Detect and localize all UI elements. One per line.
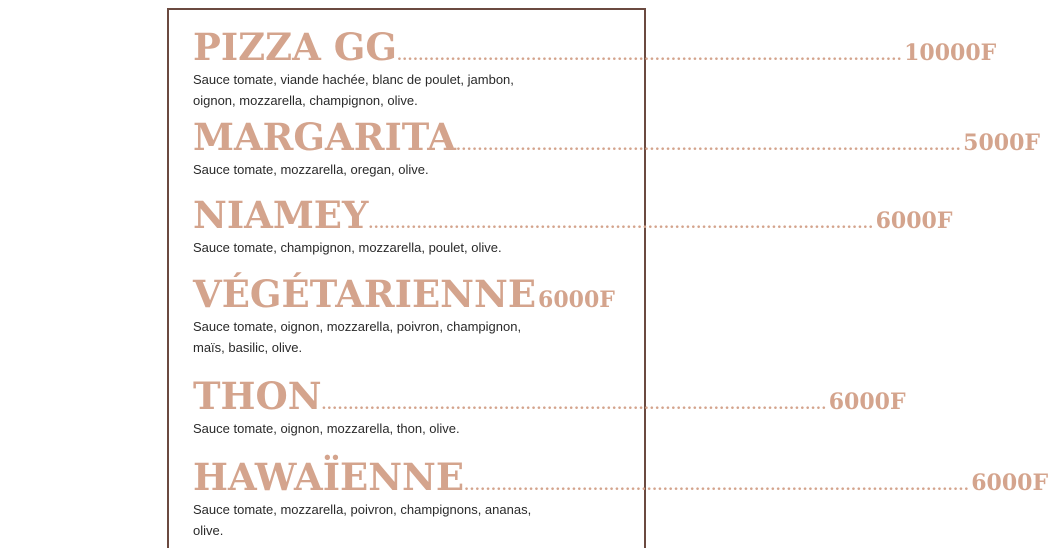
menu-item-description: Sauce tomate, champignon, mozzarella, poulet, olive. [193,240,502,255]
menu-item-price: 6000F [828,389,906,415]
menu-item-name: MARGARITA [193,115,456,159]
dot-leader: .............................................................................................. [368,216,874,232]
menu-item-margarita [193,115,1041,180]
menu-item-title-row [193,374,906,418]
menu-item-description: Sauce tomate, oignon, mozzarella, poivron, champignon, maïs, basilic, olive. [193,319,522,355]
dot-leader: .............................................................................................. [464,478,970,494]
dot-leader: .............................................................................................. [456,138,962,154]
menu-item-name: HAWAÏENNE [193,455,465,499]
menu-item-description: Sauce tomate, oignon, mozzarella, thon, olive. [193,421,460,436]
menu-item-name: VÉGÉTARIENNE [193,272,537,316]
menu-item-title-row [193,25,997,69]
menu-item-price: 5000F [963,130,1041,156]
menu-item-price: 6000F [538,287,615,313]
dot-leader: .............................................................................................. [321,397,827,413]
menu-item-hawaienne [193,455,1048,541]
menu-item-price: 6000F [971,470,1048,496]
menu-item-title-row [193,455,1048,499]
menu-item-thon [193,374,906,439]
menu-item-title-row [193,115,1041,159]
menu-item-description: Sauce tomate, mozzarella, poivron, champignons, ananas, olive. [193,502,532,538]
menu-item-name: NIAMEY [193,193,369,237]
menu-item-pizza-gg [193,25,997,111]
menu-item-price: 6000F [875,208,953,234]
menu-item-title-row [193,193,953,237]
menu-item-niamey [193,193,953,258]
menu-item-description: Sauce tomate, viande hachée, blanc de poulet, jambon, oignon, mozzarella, champignon, olive. [193,72,514,108]
menu-item-title-row [193,272,613,316]
menu-item-name: THON [193,374,322,418]
menu-item-price: 10000F [904,40,997,66]
menu-item-vegetarienne [193,272,613,358]
menu-item-description: Sauce tomate, mozzarella, oregan, olive. [193,162,429,177]
menu-item-name: PIZZA GG [193,25,397,69]
dot-leader: .............................................................................................. [396,48,903,64]
